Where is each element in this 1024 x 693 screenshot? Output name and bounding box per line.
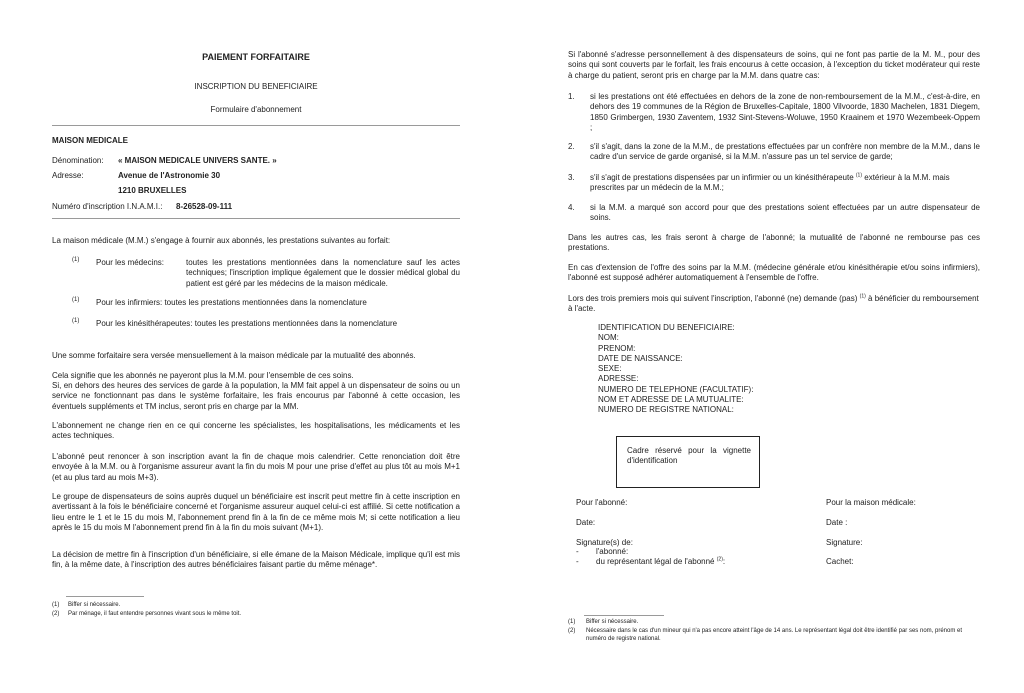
footnote-marker: (2): [52, 611, 60, 617]
monthly-paragraph: Une somme forfaitaire sera versée mensuellement à la maison médicale par la mutualité des abonnés.: [52, 351, 416, 360]
footnote-divider: [66, 596, 144, 597]
case-number: 4.: [568, 203, 575, 212]
footnote-text: Biffer si nécessaire.: [586, 619, 639, 625]
form-label: Formulaire d'abonnement: [210, 105, 302, 114]
id-field-firstname[interactable]: PRENOM:: [598, 343, 636, 353]
decision-paragraph: La décision de mettre fin à l'inscription d'un bénéficiaire, si elle émane de la Maison Médicale, implique qu'il est mis fin, à la même date, à l'inscription des autres bénéficiaires faisant partie du même ménage*.: [52, 550, 460, 570]
footnote-text: Par ménage, il faut entendre personnes vivant sous le même toit.: [68, 611, 242, 617]
address-line2: 1210 BRUXELLES: [118, 186, 187, 195]
service-text-doctors: toutes les prestations mentionnées dans la nomenclature sauf les actes techniques; l'inscription implique également que le dossier médical global du patient est géré par les médecins de la maison médicale.: [186, 258, 460, 288]
footnote-marker: (1): [52, 602, 60, 608]
id-field-birthdate[interactable]: DATE DE NAISSANCE:: [598, 353, 683, 363]
footnote-text: Biffer si nécessaire.: [68, 602, 121, 608]
id-field-sex[interactable]: SEXE:: [598, 364, 622, 374]
renounce-paragraph: L'abonné peut renoncer à son inscription avant la fin de chaque mois calendrier. Cette renonciation doit être envoyée à la M.M. ou à l'organisme assureur avant la fin du mois M pour une prise d'effet au plus tôt au mois M+1 (et au plus tard au mois M+3).: [52, 452, 460, 482]
sig-legal-rep[interactable]: [596, 557, 725, 567]
doc-subtitle: INSCRIPTION DU BENEFICIAIRE: [194, 82, 318, 91]
identification-block: [598, 323, 753, 416]
first-months-paragraph: [568, 294, 980, 315]
footnote-marker: (2): [568, 628, 576, 634]
sig-for-subscriber: Pour l'abonné:: [576, 498, 628, 507]
footnote-marker: (1): [568, 619, 576, 625]
inami-value: 8-26528-09-111: [176, 202, 233, 211]
intro-paragraph: La maison médicale (M.M.) s'engage à fournir aux abonnés, les prestations suivantes au forfait:: [52, 236, 391, 245]
footnote-ref: (1): [855, 172, 863, 179]
vignette-box[interactable]: [616, 436, 760, 488]
footnote-ref: (2): [716, 556, 723, 563]
address-line1: Avenue de l'Astronomie 30: [118, 171, 221, 180]
service-text-nurses: Pour les infirmiers: toutes les prestations mentionnées dans la nomenclature: [96, 298, 367, 307]
first-months-text-b: à bénéficier du remboursement à l'acte.: [568, 294, 979, 314]
service-marker: (1): [72, 318, 80, 324]
sig-signatures-label: Signature(s) de:: [576, 538, 633, 547]
footnote-divider: [584, 615, 664, 616]
vignette-label: Cadre réservé pour la vignette d'identification: [627, 446, 751, 466]
sig-for-center: Pour la maison médicale:: [826, 498, 916, 507]
sig-signature-center[interactable]: Signature:: [826, 538, 863, 547]
sig-stamp-center[interactable]: Cachet:: [826, 557, 854, 566]
address-label: Adresse:: [52, 171, 84, 180]
nopay-paragraph-2: Si, en dehors des heures des services de garde à la population, la MM fait appel à un dispensateur de soins ou un service ne fonctionnant pas dans le système forfaitaire, les frais encourus par l'abonné à cette occasion, les éventuels suppléments et TM inclus, seront pris en charge par la MM.: [52, 381, 460, 411]
first-months-text-a: Lors des trois premiers mois qui suivent l'inscription, l'abonné (ne) demande (pas): [568, 294, 858, 303]
sig-legal-rep-colon: :: [722, 557, 726, 566]
nopay-paragraph-1: Cela signifie que les abonnés ne payeront plus la M.M. pour l'ensemble de ces soins.: [52, 371, 354, 380]
sig-subscriber[interactable]: l'abonné:: [596, 547, 629, 556]
service-text-physio: Pour les kinésithérapeutes: toutes les prestations mentionnées dans la nomenclature: [96, 319, 398, 328]
denomination-value: « MAISON MEDICALE UNIVERS SANTE. »: [118, 156, 277, 165]
case-text-a: s'il s'agit de prestations dispensées par un infirmier ou un kinésithérapeute: [590, 173, 854, 182]
case-number: 2.: [568, 142, 575, 151]
footnote-text: Nécessaire dans le cas d'un mineur qui n'a pas encore atteint l'âge de 14 ans. Le représentant légal doit être identifié par ses nom, prénom et numéro de registre national.: [586, 628, 962, 643]
case-text: s'il s'agit, dans la zone de la M.M., de prestations effectuées par un confrère non membre de la M.M., dans le cadre d'un service de garde organisé, si la M.M. n'assure pas un tel service de garde;: [590, 142, 980, 162]
inami-label: Numéro d'inscription I.N.A.M.I.:: [52, 202, 163, 211]
footnote-ref: (1): [859, 293, 866, 300]
extension-paragraph: En cas d'extension de l'offre des soins par la M.M. (médecine générale et/ou kinésithérapie et/ou soins infirmiers), l'abonné est supposé adhérer automatiquement à l'ensemble de l'offre.: [568, 263, 980, 283]
group-paragraph: Le groupe de dispensateurs de soins auprès duquel un bénéficiaire est inscrit peut mettre fin à cette inscription en avertissant à la fois le bénéficiaire concerné et l'organisme assureur auquel celui-ci est affilié. Si cette notification a lieu entre le 1 et le 15 du mois M, l'abonnement prend fin à la fin de ce même mois M; si cette notification a lieu après le 15 du mois M l'abonnement prend fin à la fin du mois suivant (M+1).: [52, 492, 460, 533]
case-text: [590, 173, 980, 194]
sig-dash: -: [576, 547, 579, 556]
header-divider: [52, 125, 460, 126]
exclusions-paragraph: L'abonnement ne change rien en ce qui concerne les spécialistes, les hospitalisations, les médicaments et les actes techniques.: [52, 421, 460, 441]
id-field-name[interactable]: NOM:: [598, 333, 619, 343]
intro-paragraph: Si l'abonné s'adresse personnellement à des dispensateurs de soins, qui ne font pas partie de la M. M., pour des soins qui sont couverts par le forfait, les frais encourus à cette occasion, à l'exception du ticket modérateur qui reste à charge du patient, seront pris en charge par la M.M. dans quatre cas:: [568, 50, 980, 80]
doc-title: PAIEMENT FORFAITAIRE: [202, 52, 310, 62]
service-marker: (1): [72, 297, 80, 303]
case-text: si les prestations ont été effectuées en dehors de la zone de non-remboursement de la M.M., c'est-à-dire, en dehors des 19 communes de la Région de Bruxelles-Capitale, 1800 Vilvoorde, 1830 Machelen, 1831 Diegem, 1850 Grimbergen, 1930 Zaventem, 1932 Sint-Stevens-Woluwe, 1950 Kraainem et 1970 Wezembeek-Oppem ;: [590, 92, 980, 133]
identity-divider: [52, 218, 460, 219]
id-field-national-register[interactable]: NUMERO DE REGISTRE NATIONAL:: [598, 405, 734, 415]
case-text-b: extérieur à la M.M. mais prescrites par un médecin de la M.M.;: [590, 173, 950, 193]
service-label-doctors: Pour les médecins:: [96, 258, 165, 267]
denomination-label: Dénomination:: [52, 156, 104, 165]
id-heading: IDENTIFICATION DU BENEFICIAIRE:: [598, 323, 735, 332]
other-cases-paragraph: Dans les autres cas, les frais seront à charge de l'abonné; la mutualité de l'abonné ne rembourse pas ces prestations.: [568, 233, 980, 253]
sig-date-center[interactable]: Date :: [826, 518, 848, 527]
section-heading: MAISON MEDICALE: [52, 136, 128, 145]
id-field-phone[interactable]: NUMERO DE TELEPHONE (FACULTATIF):: [598, 384, 754, 394]
sig-dash: -: [576, 557, 579, 566]
case-number: 3.: [568, 173, 575, 182]
service-marker: (1): [72, 257, 80, 263]
id-field-mutuality[interactable]: NOM ET ADRESSE DE LA MUTUALITE:: [598, 395, 744, 405]
sig-legal-rep-text: du représentant légal de l'abonné: [596, 557, 715, 566]
case-number: 1.: [568, 92, 575, 101]
case-text: si la M.M. a marqué son accord pour que des prestations soient effectuées par un autre dispensateur de soins.: [590, 203, 980, 223]
id-field-address[interactable]: ADRESSE:: [598, 374, 639, 384]
sig-date-subscriber[interactable]: Date:: [576, 518, 596, 527]
